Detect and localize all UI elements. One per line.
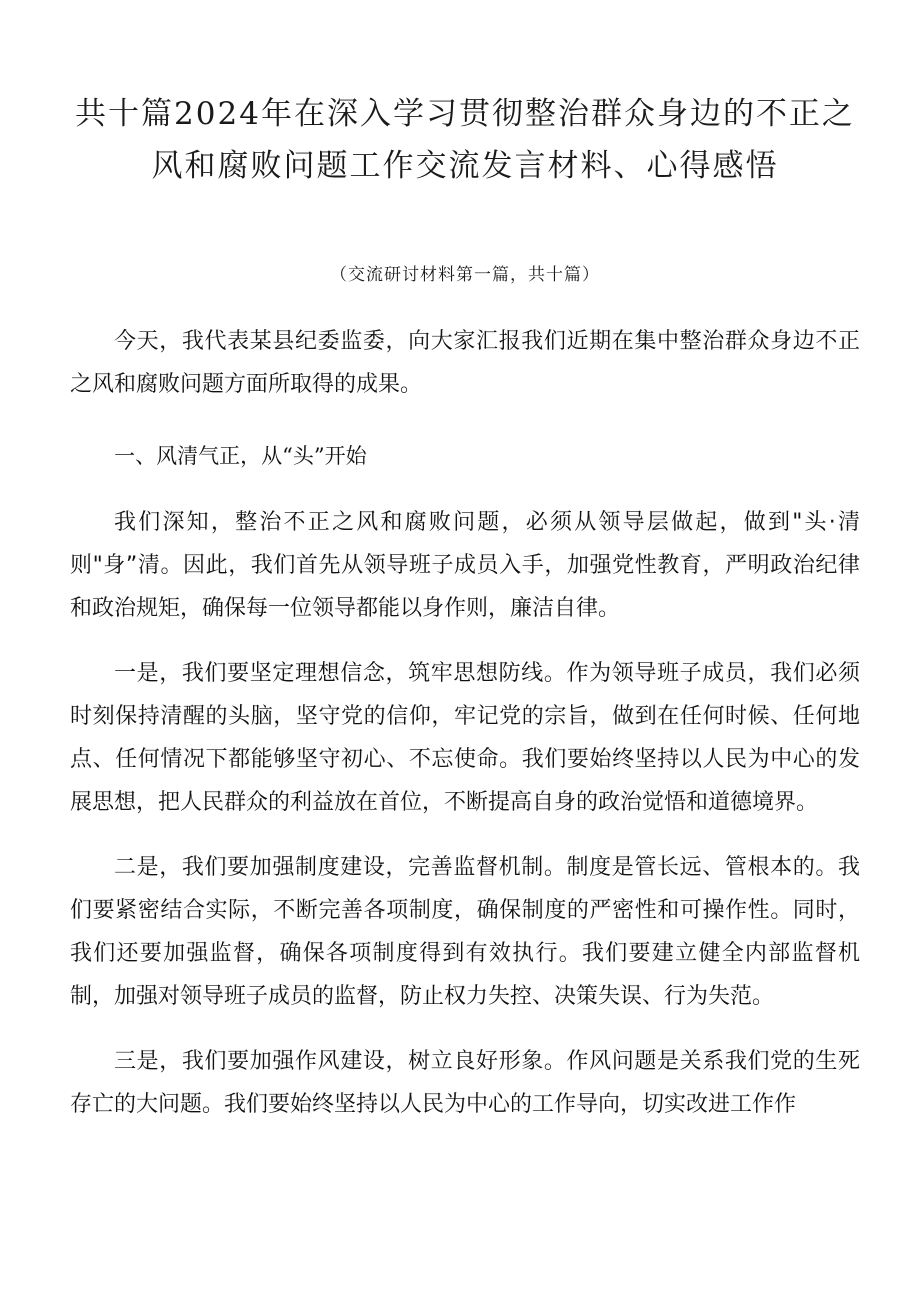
document-subtitle: （交流研讨材料第一篇，共十篇） <box>330 265 600 285</box>
document-title: 共十篇2024年在深入学习贯彻整治群众身边的不正之风和腐败问题工作交流发言材料、心得感悟 <box>75 96 855 184</box>
body-paragraph: 三是，我们要加强作风建设，树立良好形象。作风问题是关系我们党的生死存亡的大问题。我们要始终坚持以人民为中心的工作导向，切实改进工作作 <box>70 1049 860 1117</box>
body-paragraph: 二是，我们要加强制度建设，完善监督机制。制度是管长远、管根本的。我们要紧密结合实际，不断完善各项制度，确保制度的严密性和可操作性。同时，我们还要加强监督，确保各项制度得到有效执行。我们要建立健全内部监督机制，加强对领导班子成员的监督，防止权力失控、决策失误、行为失范。 <box>70 855 860 1009</box>
body-paragraph: 一是，我们要坚定理想信念，筑牢思想防线。作为领导班子成员，我们必须时刻保持清醒的头脑，坚守党的信仰，牢记党的宗旨，做到在任何时候、任何地点、任何情况下都能够坚守初心、不忘使命。我们要始终坚持以人民为中心的发展思想，把人民群众的利益放在首位，不断提高自身的政治觉悟和道德境界。 <box>70 661 860 815</box>
section-heading: 一、风清气正，从“头”开始 <box>114 444 367 468</box>
body-paragraph: 我们深知，整治不正之风和腐败问题，必须从领导层做起，做到"头·清则"身”清。因此，我们首先从领导班子成员入手，加强党性教育，严明政治纪律和政治规矩，确保每一位领导都能以身作则，廉洁自律。 <box>70 510 860 621</box>
intro-paragraph: 今天，我代表某县纪委监委，向大家汇报我们近期在集中整治群众身边不正之风和腐败问题方面所取得的成果。 <box>70 329 860 397</box>
